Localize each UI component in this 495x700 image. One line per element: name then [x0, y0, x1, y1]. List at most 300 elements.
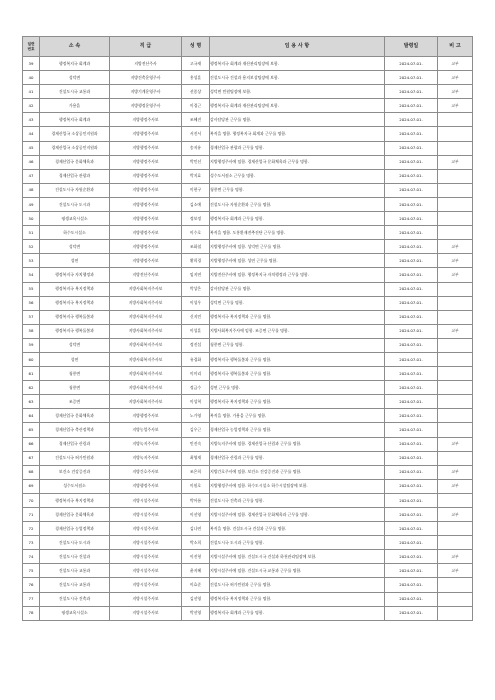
- name-cell: 정보정: [182, 212, 210, 226]
- department-cell: 평생교육시설소: [40, 212, 110, 226]
- department-cell: 하수도시설소: [40, 226, 110, 240]
- effective-date-cell: 2024.07.01.: [385, 141, 438, 155]
- serial-number-cell: 56: [23, 296, 40, 310]
- department-cell: 청풍면: [40, 381, 110, 395]
- grade-cell: 지방시설주사보: [110, 536, 182, 550]
- table-row: [23, 183, 473, 197]
- table-row: [23, 550, 473, 564]
- remarks-cell: 교부: [438, 71, 473, 85]
- table-row: [23, 367, 473, 381]
- table-row: [23, 85, 473, 99]
- remarks-cell: [438, 409, 473, 423]
- remarks-cell: [438, 113, 473, 127]
- remarks-cell: [438, 296, 473, 310]
- appointment-detail-cell: 지방시설주사에 임함. 건설도시국 교통과 근무를 명함.: [210, 564, 385, 578]
- remarks-cell: 교부: [438, 268, 473, 282]
- remarks-cell: [438, 183, 473, 197]
- grade-cell: 지방시설주사보: [110, 578, 182, 592]
- department-cell: 행정복지국 복지정책과: [40, 296, 110, 310]
- department-cell: 행정복지국 자치행정과: [40, 268, 110, 282]
- appointment-detail-cell: 행정복지국 복지정책과 근무를 명함.: [210, 592, 385, 606]
- effective-date-cell: 2024.07.01.: [385, 226, 438, 240]
- department-cell: 성수도서점소: [40, 479, 110, 493]
- remarks-cell: [438, 338, 473, 352]
- appointment-detail-cell: 복직을 명함. 가용읍 근무를 명함.: [210, 409, 385, 423]
- grade-cell: 지방전산주사: [110, 57, 182, 71]
- personnel-appointment-table: [22, 36, 473, 621]
- remarks-cell: [438, 423, 473, 437]
- grade-cell: 지방사회복지주사보: [110, 310, 182, 324]
- name-cell: 이효준: [182, 578, 210, 592]
- grade-cell: 지방행정주사보: [110, 479, 182, 493]
- name-cell: 조은희: [182, 465, 210, 479]
- grade-cell: 지방행정주사보: [110, 197, 182, 211]
- grade-cell: 지방녹지주사보: [110, 437, 182, 451]
- name-cell: 송지유: [182, 141, 210, 155]
- effective-date-cell: 2024.07.01.: [385, 395, 438, 409]
- department-cell: 평생교육시설소: [40, 606, 110, 620]
- serial-number-cell: 66: [23, 437, 40, 451]
- appointment-detail-cell: 건설도시국 건설과 용지보상팀장에 보함.: [210, 71, 385, 85]
- effective-date-cell: 2024.07.01.: [385, 479, 438, 493]
- remarks-cell: [438, 493, 473, 507]
- effective-date-cell: 2024.07.01.: [385, 197, 438, 211]
- serial-number-cell: 63: [23, 395, 40, 409]
- department-cell: 건설도시국 허가민원과: [40, 451, 110, 465]
- name-cell: 이진형: [182, 550, 210, 564]
- remarks-cell: 교부: [438, 465, 473, 479]
- serial-number-cell: 47: [23, 169, 40, 183]
- table-row: [23, 169, 473, 183]
- serial-number-cell: 57: [23, 310, 40, 324]
- effective-date-cell: 2024.07.01.: [385, 592, 438, 606]
- remarks-cell: [438, 536, 473, 550]
- appointment-detail-cell: 청풍면 근무를 명함.: [210, 338, 385, 352]
- serial-number-cell: 77: [23, 592, 40, 606]
- table-row: [23, 352, 473, 366]
- name-cell: 이경근: [182, 99, 210, 113]
- effective-date-cell: 2024.07.01.: [385, 155, 438, 169]
- department-cell: 경제산업국 축산정책과: [40, 423, 110, 437]
- effective-date-cell: 2024.07.01.: [385, 282, 438, 296]
- grade-cell: 지방기계운영주사: [110, 85, 182, 99]
- table-header-row: [23, 37, 473, 57]
- grade-cell: 지방시설주사보: [110, 522, 182, 536]
- header-name: 성 명: [182, 37, 210, 57]
- grade-cell: 지방시설주사보: [110, 606, 182, 620]
- table-row: [23, 310, 473, 324]
- name-cell: 선종상: [182, 85, 210, 99]
- effective-date-cell: 2024.07.01.: [385, 99, 438, 113]
- grade-cell: 지방시설주사보: [110, 508, 182, 522]
- appointment-detail-cell: 청풍면 근무를 명함.: [210, 183, 385, 197]
- grade-cell: 지방사회복지주사보: [110, 367, 182, 381]
- appointment-detail-cell: 복직을 명함. 도홍환재전추진단 근무를 명함.: [210, 226, 385, 240]
- serial-number-cell: 55: [23, 282, 40, 296]
- serial-number-cell: 54: [23, 268, 40, 282]
- effective-date-cell: 2024.07.01.: [385, 338, 438, 352]
- effective-date-cell: 2024.07.01.: [385, 508, 438, 522]
- name-cell: 이성우: [182, 296, 210, 310]
- name-cell: 유경화: [182, 352, 210, 366]
- serial-number-cell: 49: [23, 197, 40, 211]
- table-row: [23, 141, 473, 155]
- remarks-cell: [438, 451, 473, 465]
- name-cell: 이성혁: [182, 395, 210, 409]
- effective-date-cell: 2024.07.01.: [385, 536, 438, 550]
- name-cell: 이선영: [182, 508, 210, 522]
- table-row: [23, 99, 473, 113]
- appointment-detail-cell: 경제산업국 농업정책과 근무를 명함.: [210, 423, 385, 437]
- appointment-detail-cell: 지방녹지주사에 임함. 경제산업국 산림과 근무를 명함.: [210, 437, 385, 451]
- department-cell: 경제산업국 문화체육과: [40, 155, 110, 169]
- table-row: [23, 409, 473, 423]
- effective-date-cell: 2024.07.01.: [385, 57, 438, 71]
- grade-cell: 지방사회복지주사보: [110, 352, 182, 366]
- department-cell: 행정복지국 복지정책과: [40, 282, 110, 296]
- grade-cell: 지방행정주사보: [110, 183, 182, 197]
- department-cell: 건설도시국 교통과: [40, 564, 110, 578]
- grade-cell: 지방행정운영주사: [110, 99, 182, 113]
- appointment-detail-cell: 경제산업국 관광과 근무를 명함.: [210, 141, 385, 155]
- table-row: [23, 381, 473, 395]
- effective-date-cell: 2024.07.01.: [385, 550, 438, 564]
- effective-date-cell: 2024.07.01.: [385, 85, 438, 99]
- grade-cell: 지방전산주사보: [110, 268, 182, 282]
- grade-cell: 지방시설주사보: [110, 592, 182, 606]
- appointment-detail-cell: 행정복지국 행복돌봄과 근무를 명함.: [210, 352, 385, 366]
- grade-cell: 지방행정주사보: [110, 127, 182, 141]
- department-cell: 건설도시국 자원순환과: [40, 183, 110, 197]
- appointment-detail-cell: 지방행정주사에 임함. 성연 근무를 명함.: [210, 254, 385, 268]
- name-cell: 윤지혜: [182, 564, 210, 578]
- table-row: [23, 578, 473, 592]
- effective-date-cell: 2024.07.01.: [385, 113, 438, 127]
- grade-cell: 지방사회복지주사보: [110, 395, 182, 409]
- grade-cell: 지방시설주사보: [110, 493, 182, 507]
- remarks-cell: [438, 226, 473, 240]
- name-cell: 서진서: [182, 127, 210, 141]
- table-row: [23, 536, 473, 550]
- department-cell: 건설도시국 건축과: [40, 592, 110, 606]
- effective-date-cell: 2024.07.01.: [385, 71, 438, 85]
- grade-cell: 지방행정주사보: [110, 240, 182, 254]
- serial-number-cell: 61: [23, 367, 40, 381]
- name-cell: 조화철: [182, 240, 210, 254]
- serial-number-cell: 65: [23, 423, 40, 437]
- header-appointment-detail: 임 용 사 항: [210, 37, 385, 57]
- department-cell: 성덕면: [40, 71, 110, 85]
- effective-date-cell: 2024.07.01.: [385, 381, 438, 395]
- effective-date-cell: 2024.07.01.: [385, 127, 438, 141]
- effective-date-cell: 2024.07.01.: [385, 296, 438, 310]
- serial-number-cell: 44: [23, 127, 40, 141]
- table-row: [23, 57, 473, 71]
- name-cell: 홍성훈: [182, 71, 210, 85]
- grade-cell: 지방행정주사보: [110, 409, 182, 423]
- remarks-cell: 교부: [438, 437, 473, 451]
- effective-date-cell: 2024.07.01.: [385, 465, 438, 479]
- serial-number-cell: 76: [23, 578, 40, 592]
- remarks-cell: 교부: [438, 564, 473, 578]
- remarks-cell: [438, 367, 473, 381]
- effective-date-cell: 2024.07.01.: [385, 212, 438, 226]
- department-cell: 경제산업국 농업정책과: [40, 522, 110, 536]
- grade-cell: 지방농업주사보: [110, 423, 182, 437]
- remarks-cell: 교부: [438, 155, 473, 169]
- table-row: [23, 197, 473, 211]
- table-row: [23, 592, 473, 606]
- serial-number-cell: 51: [23, 226, 40, 240]
- remarks-cell: [438, 212, 473, 226]
- serial-number-cell: 52: [23, 240, 40, 254]
- header-serial-number: 일련 번호: [23, 37, 40, 57]
- table-row: [23, 212, 473, 226]
- effective-date-cell: 2024.07.01.: [385, 564, 438, 578]
- appointment-detail-cell: 지방행정주사에 임함. 경제산업국 문화체육과 근무를 명함.: [210, 155, 385, 169]
- name-cell: 임지연: [182, 268, 210, 282]
- serial-number-cell: 41: [23, 85, 40, 99]
- serial-number-cell: 58: [23, 324, 40, 338]
- table-row: [23, 479, 473, 493]
- department-cell: 행정복지국 복지정책과: [40, 493, 110, 507]
- effective-date-cell: 2024.07.01.: [385, 352, 438, 366]
- name-cell: 김우근: [182, 423, 210, 437]
- department-cell: 행정복지국 행복돌봄과: [40, 324, 110, 338]
- table-row: [23, 127, 473, 141]
- serial-number-cell: 68: [23, 465, 40, 479]
- department-cell: 건설도시국 교통과: [40, 85, 110, 99]
- remarks-cell: [438, 127, 473, 141]
- appointment-detail-cell: 행정복지국 행복돌봄과 근무를 명함.: [210, 367, 385, 381]
- name-cell: 신지민: [182, 310, 210, 324]
- serial-number-cell: 74: [23, 550, 40, 564]
- appointment-detail-cell: 건설도시국 도시과 근무를 명함.: [210, 536, 385, 550]
- department-cell: 성덕면: [40, 240, 110, 254]
- effective-date-cell: 2024.07.01.: [385, 606, 438, 620]
- effective-date-cell: 2024.07.01.: [385, 522, 438, 536]
- table-row: [23, 395, 473, 409]
- header-remarks: 비 고: [438, 37, 473, 57]
- serial-number-cell: 60: [23, 352, 40, 366]
- grade-cell: 지방사회복지주사보: [110, 282, 182, 296]
- name-cell: 이원호: [182, 479, 210, 493]
- department-cell: 경제산업국 관광과: [40, 169, 110, 183]
- department-cell: 성연: [40, 254, 110, 268]
- department-cell: 경제산업국 문화체육과: [40, 508, 110, 522]
- appointment-detail-cell: 지방행정주사에 임함. 하수도시설소 하수시설팀장에 보함.: [210, 479, 385, 493]
- effective-date-cell: 2024.07.01.: [385, 324, 438, 338]
- table-row: [23, 254, 473, 268]
- appointment-detail-cell: 지방행정주사에 임함. 성덕면 근무를 명함.: [210, 240, 385, 254]
- appointment-detail-cell: 지방시설주사에 임함. 경제산업국 문화체육과 근무를 명함.: [210, 508, 385, 522]
- table-row: [23, 564, 473, 578]
- name-cell: 박아름: [182, 493, 210, 507]
- serial-number-cell: 43: [23, 113, 40, 127]
- table-row: [23, 113, 473, 127]
- department-cell: 행정복지국 회계과: [40, 57, 110, 71]
- serial-number-cell: 39: [23, 57, 40, 71]
- name-cell: 김소애: [182, 197, 210, 211]
- table-row: [23, 155, 473, 169]
- effective-date-cell: 2024.07.01.: [385, 493, 438, 507]
- name-cell: 이수호: [182, 226, 210, 240]
- table-row: [23, 451, 473, 465]
- effective-date-cell: 2024.07.01.: [385, 578, 438, 592]
- effective-date-cell: 2024.07.01.: [385, 437, 438, 451]
- appointment-detail-cell: 지방전산주사에 임함. 행정복지국 자치행정과 근무를 명함.: [210, 268, 385, 282]
- remarks-cell: 교부: [438, 240, 473, 254]
- serial-number-cell: 78: [23, 606, 40, 620]
- grade-cell: 지방사회복지주사보: [110, 296, 182, 310]
- department-cell: 건설도시국 도시과: [40, 536, 110, 550]
- department-cell: 경제산업국 문화체육과: [40, 409, 110, 423]
- name-cell: 박상은: [182, 282, 210, 296]
- remarks-cell: 교부: [438, 99, 473, 113]
- serial-number-cell: 46: [23, 155, 40, 169]
- grade-cell: 지방시설주사보: [110, 564, 182, 578]
- grade-cell: 지방행정주사보: [110, 169, 182, 183]
- table-row: [23, 522, 473, 536]
- appointment-detail-cell: 지방시설주사에 임함. 건설도시국 건설과 하천관리팀장에 보함.: [210, 550, 385, 564]
- remarks-cell: [438, 352, 473, 366]
- header-grade: 직 급: [110, 37, 182, 57]
- name-cell: 민진숙: [182, 437, 210, 451]
- appointment-detail-cell: 복직을 명함. 행정복지국 회계과 근무를 명함.: [210, 127, 385, 141]
- serial-number-cell: 75: [23, 564, 40, 578]
- grade-cell: 지방시설주사보: [110, 550, 182, 564]
- name-cell: 노가영: [182, 409, 210, 423]
- department-cell: 행정복지국 회계과: [40, 113, 110, 127]
- effective-date-cell: 2024.07.01.: [385, 310, 438, 324]
- appointment-detail-cell: 지방간호주사에 임함. 보건소 건강증진과 근무를 명함.: [210, 465, 385, 479]
- name-cell: 고국재: [182, 57, 210, 71]
- remarks-cell: [438, 522, 473, 536]
- serial-number-cell: 73: [23, 536, 40, 550]
- remarks-cell: [438, 197, 473, 211]
- table-row: [23, 437, 473, 451]
- serial-number-cell: 62: [23, 381, 40, 395]
- grade-cell: 지방행정주사보: [110, 226, 182, 240]
- effective-date-cell: 2024.07.01.: [385, 169, 438, 183]
- appointment-detail-cell: 성덕면 근무를 명함.: [210, 296, 385, 310]
- serial-number-cell: 53: [23, 254, 40, 268]
- table-row: [23, 508, 473, 522]
- serial-number-cell: 72: [23, 522, 40, 536]
- serial-number-cell: 59: [23, 338, 40, 352]
- department-cell: 성연: [40, 352, 110, 366]
- department-cell: 건설도시국 건설과: [40, 550, 110, 564]
- serial-number-cell: 70: [23, 493, 40, 507]
- remarks-cell: [438, 395, 473, 409]
- remarks-cell: [438, 578, 473, 592]
- remarks-cell: 교부: [438, 254, 473, 268]
- department-cell: 경제산업국 소상공인지원과: [40, 127, 110, 141]
- appointment-detail-cell: 건설도시국 건축과 근무를 명함.: [210, 493, 385, 507]
- remarks-cell: [438, 141, 473, 155]
- appointment-detail-cell: 지방사회복지주사에 임함. 조증면 근무를 명함.: [210, 324, 385, 338]
- effective-date-cell: 2024.07.01.: [385, 423, 438, 437]
- effective-date-cell: 2024.07.01.: [385, 240, 438, 254]
- table-row: [23, 493, 473, 507]
- serial-number-cell: 48: [23, 183, 40, 197]
- grade-cell: 지방간호주사보: [110, 465, 182, 479]
- remarks-cell: 교부: [438, 508, 473, 522]
- table-row: [23, 282, 473, 296]
- remarks-cell: [438, 310, 473, 324]
- department-cell: 건설도시국 교통과: [40, 578, 110, 592]
- name-cell: 이성훈: [182, 324, 210, 338]
- table-row: [23, 240, 473, 254]
- name-cell: 정진섭: [182, 338, 210, 352]
- name-cell: 황희경: [182, 254, 210, 268]
- grade-cell: 지방녹지주사보: [110, 451, 182, 465]
- name-cell: 박소희: [182, 536, 210, 550]
- name-cell: 김나연: [182, 522, 210, 536]
- remarks-cell: [438, 381, 473, 395]
- table-row: [23, 338, 473, 352]
- serial-number-cell: 69: [23, 479, 40, 493]
- grade-cell: 지방행정주사보: [110, 212, 182, 226]
- effective-date-cell: 2024.07.01.: [385, 268, 438, 282]
- remarks-cell: [438, 282, 473, 296]
- header-effective-date: 발령일: [385, 37, 438, 57]
- appointment-detail-cell: 성수도서점소 근무를 명함.: [210, 169, 385, 183]
- department-cell: 성덕면: [40, 338, 110, 352]
- grade-cell: 지방행정주사보: [110, 254, 182, 268]
- grade-cell: 지방행정주사보: [110, 113, 182, 127]
- appointment-detail-cell: 행정복지국 회계과 근무를 명함.: [210, 212, 385, 226]
- department-cell: 건설도시국 도시과: [40, 197, 110, 211]
- appointment-detail-cell: 성연 근무를 명함.: [210, 381, 385, 395]
- effective-date-cell: 2024.07.01.: [385, 367, 438, 381]
- appointment-detail-cell: 행정복지국 회계과 근무를 명함.: [210, 606, 385, 620]
- name-cell: 박지효: [182, 169, 210, 183]
- grade-cell: 지방행정주사보: [110, 141, 182, 155]
- remarks-cell: 교부: [438, 324, 473, 338]
- grade-cell: 지방사회복지주사보: [110, 324, 182, 338]
- appointment-detail-cell: 건설도시국 자원순환과 근무를 명함.: [210, 197, 385, 211]
- table-row: [23, 465, 473, 479]
- grade-cell: 지방행정주사보: [110, 155, 182, 169]
- serial-number-cell: 45: [23, 141, 40, 155]
- effective-date-cell: 2024.07.01.: [385, 409, 438, 423]
- grade-cell: 지방건축운영주사: [110, 71, 182, 85]
- table-row: [23, 71, 473, 85]
- appointment-detail-cell: 복직을 명함. 건설도시국 건설과 근무를 명함.: [210, 522, 385, 536]
- effective-date-cell: 2024.07.01.: [385, 254, 438, 268]
- name-cell: 조혜진: [182, 113, 210, 127]
- appointment-detail-cell: 행정복지국 복지정책과 근무를 명함.: [210, 310, 385, 324]
- serial-number-cell: 64: [23, 409, 40, 423]
- appointment-detail-cell: 감사담당관 근무를 명함.: [210, 113, 385, 127]
- serial-number-cell: 67: [23, 451, 40, 465]
- serial-number-cell: 42: [23, 99, 40, 113]
- remarks-cell: 교부: [438, 550, 473, 564]
- remarks-cell: [438, 592, 473, 606]
- serial-number-cell: 50: [23, 212, 40, 226]
- serial-number-cell: 71: [23, 508, 40, 522]
- table-row: [23, 423, 473, 437]
- name-cell: 박인선: [182, 155, 210, 169]
- header-department: 소 속: [40, 37, 110, 57]
- department-cell: 경제산업국 소상공인지원과: [40, 141, 110, 155]
- remarks-cell: [438, 169, 473, 183]
- serial-number-cell: 40: [23, 71, 40, 85]
- remarks-cell: 교부: [438, 479, 473, 493]
- table-row: [23, 268, 473, 282]
- department-cell: 조증면: [40, 395, 110, 409]
